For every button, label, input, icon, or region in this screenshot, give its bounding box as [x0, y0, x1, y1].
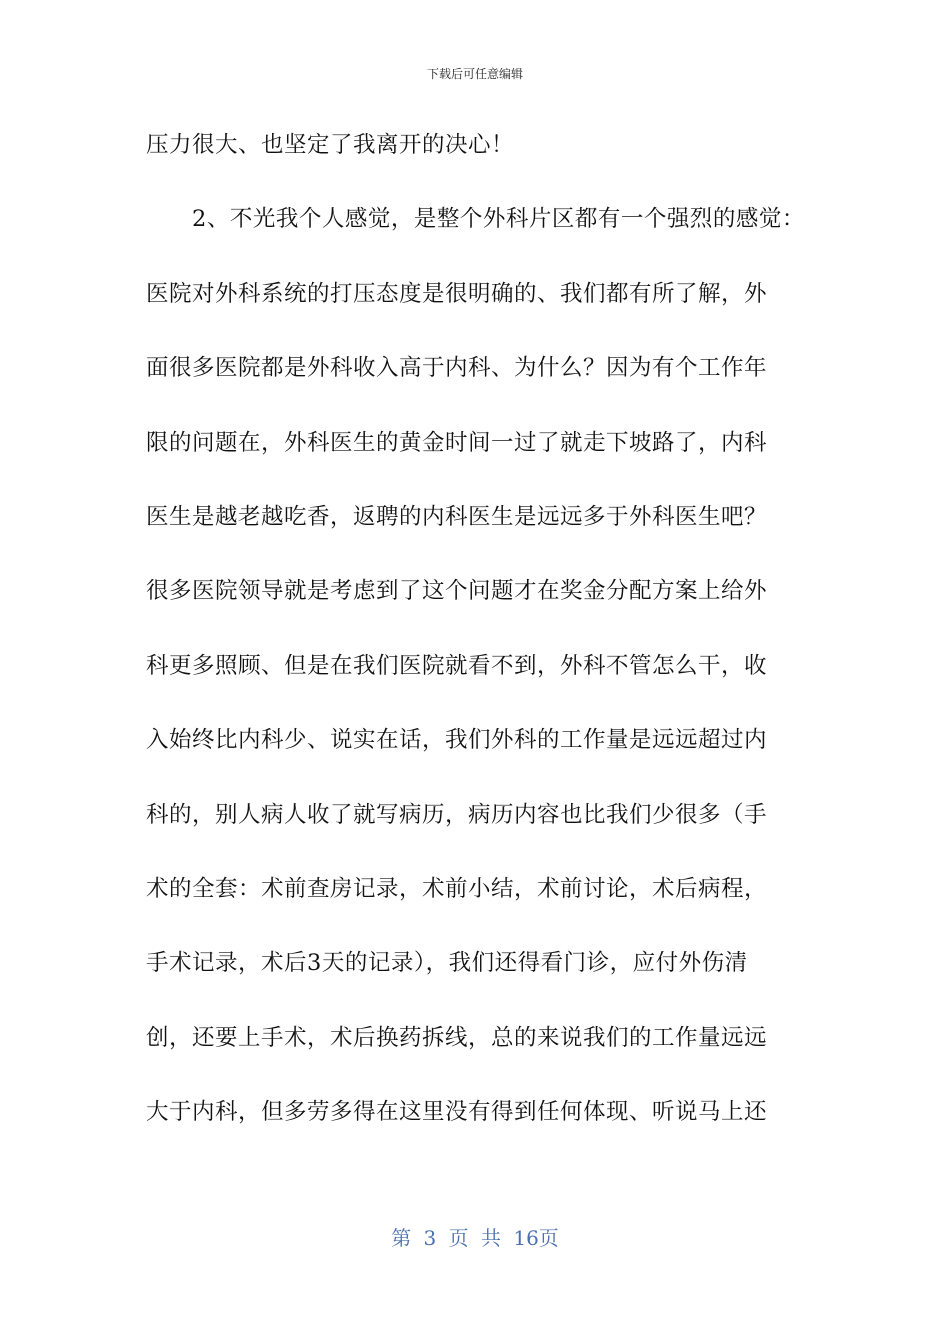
- text-line: 医生是越老越吃香，返聘的内科医生是远远多于外科医生吧？: [146, 503, 768, 530]
- text-line: 很多医院领导就是考虑到了这个问题才在奖金分配方案上给外: [146, 578, 768, 605]
- document-body: [146, 127, 846, 1168]
- page-number-footer: 第 3 页 共 16页: [391, 1226, 559, 1250]
- text-line: 创，还要上手术，术后换药拆线，总的来说我们的工作量远远: [146, 1024, 768, 1051]
- text-line: 压力很大、也坚定了我离开的决心！: [146, 132, 515, 158]
- text-line: 手术记录，术后3天的记录），我们还得看门诊，应付外伤清: [146, 950, 748, 977]
- text-line: 术的全套：术前查房记录，术前小结，术前讨论，术后病程，: [146, 875, 768, 902]
- page-header: 下载后可任意编辑: [426, 67, 523, 81]
- text-line: 科更多照顾、但是在我们医院就看不到，外科不管怎么干，收: [146, 652, 768, 679]
- text-line: 入始终比内科少、说实在话，我们外科的工作量是远远超过内: [146, 727, 768, 754]
- text-line: 面很多医院都是外科收入高于内科、为什么？因为有个工作年: [146, 355, 768, 382]
- text-line: 2、不光我个人感觉，是整个外科片区都有一个强烈的感觉：: [146, 206, 805, 233]
- text-line: 医院对外科系统的打压态度是很明确的、我们都有所了解，外: [146, 280, 768, 307]
- text-line: 限的问题在，外科医生的黄金时间一过了就走下坡路了，内科: [146, 429, 768, 456]
- text-line: 大于内科，但多劳多得在这里没有得到任何体现、听说马上还: [146, 1099, 768, 1126]
- text-line: 科的，别人病人收了就写病历，病历内容也比我们少很多（手: [146, 801, 768, 828]
